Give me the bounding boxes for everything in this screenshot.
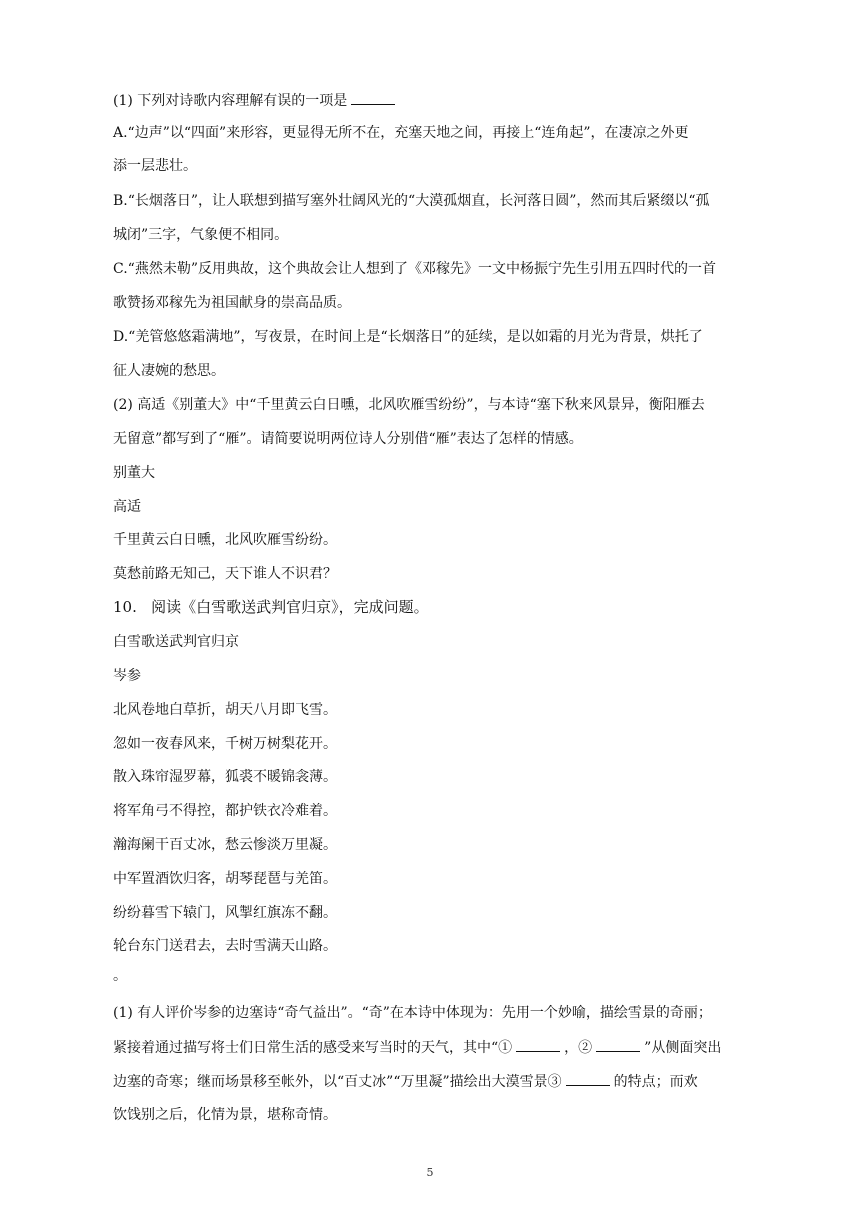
option-c-line-2: 歌赞扬邓稼先为祖国献身的崇高品质。 — [113, 295, 351, 311]
answer-blank[interactable] — [351, 90, 395, 105]
page-number: 5 — [426, 1166, 434, 1179]
question-10-1-line-2 — [113, 1037, 721, 1058]
option-d-line-2: 征人凄婉的愁思。 — [113, 363, 225, 379]
option-b-line-2: 城闭”三字，气象便不相同。 — [113, 227, 289, 243]
poem-1-title: 别董大 — [113, 465, 155, 481]
answer-blank-1[interactable] — [516, 1037, 560, 1052]
answer-blank-3[interactable] — [566, 1071, 610, 1086]
poem-1-line: 莫愁前路无知己，天下谁人不识君？ — [113, 566, 337, 582]
fill-text: 边塞的奇寒；继而场景移至帐外，以“百丈冰”“万里凝”描绘出大漠雪景③ — [113, 1074, 562, 1090]
answer-blank-2[interactable] — [596, 1037, 640, 1052]
question-2-line-1: (2) 高适《别董大》中“千里黄云白日曛，北风吹雁雪纷纷”，与本诗“塞下秋来风景异，衡阳雁去 — [113, 397, 705, 413]
poem-1-line: 千里黄云白日曛，北风吹雁雪纷纷。 — [113, 532, 337, 548]
poem-2-line: 北风卷地白草折，胡天八月即飞雪。 — [113, 702, 337, 718]
option-c-line-1: C.“燕然未勒”反用典故，这个典故会让人想到了《邓稼先》一文中杨振宁先生引用五四时代的一首 — [113, 261, 716, 277]
fill-text: ”从侧面突出 — [644, 1040, 722, 1056]
question-10-stem: 阅读《白雪歌送武判官归京》，完成问题。 — [151, 598, 429, 616]
question-10-1-line-4: 饮饯别之后，化情为景，堪称奇情。 — [113, 1107, 337, 1123]
poem-2-line: 中军置酒饮归客，胡琴琵琶与羌笛。 — [113, 871, 337, 887]
fill-text: 紧接着通过描写将士们日常生活的感受来写当时的天气，其中“① — [113, 1040, 513, 1056]
poem-2-line: 忽如一夜春风来，千树万树梨花开。 — [113, 736, 337, 752]
question-1-stem — [113, 90, 399, 111]
question-10-1-line-1: (1) 有人评价岑参的边塞诗“奇气益出”。“奇”在本诗中体现为：先用一个妙喻，描绘雪景的奇丽； — [113, 1005, 712, 1021]
poem-2-line: 散入珠帘湿罗幕，狐裘不暖锦衾薄。 — [113, 769, 337, 785]
poem-2-end-mark: 。 — [113, 968, 127, 984]
option-a-line-1: A.“边声”以“四面”来形容，更显得无所不在，充塞天地之间，再接上“连角起”，在凄凉之外更 — [113, 125, 689, 141]
poem-2-line: 将军角弓不得控，都护铁衣冷难着。 — [113, 803, 337, 819]
fill-text: ，② — [564, 1040, 593, 1056]
question-10-heading — [113, 597, 429, 617]
poem-2-line: 轮台东门送君去，去时雪满天山路。 — [113, 938, 337, 954]
option-a-line-2: 添一层悲壮。 — [113, 158, 197, 174]
question-2-line-2: 无留意”都写到了“雁”。请简要说明两位诗人分别借“雁”表达了怎样的情感。 — [113, 431, 583, 447]
poem-2-author: 岑参 — [113, 668, 141, 684]
poem-2-line: 纷纷暮雪下辕门，风掣红旗冻不翻。 — [113, 905, 337, 921]
question-10-number: 10. — [113, 598, 137, 616]
question-1-text: (1) 下列对诗歌内容理解有误的一项是 — [113, 93, 348, 109]
option-b-line-1: B.“长烟落日”，让人联想到描写塞外壮阔风光的“大漠孤烟直，长河落日圆”，然而其后紧缀以“孤 — [113, 193, 710, 209]
poem-1-author: 高适 — [113, 499, 141, 515]
question-10-1-line-3 — [113, 1071, 698, 1092]
fill-text: 的特点；而欢 — [613, 1074, 698, 1090]
poem-2-title: 白雪歌送武判官归京 — [113, 634, 239, 650]
poem-2-line: 瀚海阑干百丈冰，愁云惨淡万里凝。 — [113, 837, 337, 853]
option-d-line-1: D.“羌管悠悠霜满地”，写夜景，在时间上是“长烟落日”的延续，是以如霜的月光为背景，烘托了 — [113, 329, 703, 345]
